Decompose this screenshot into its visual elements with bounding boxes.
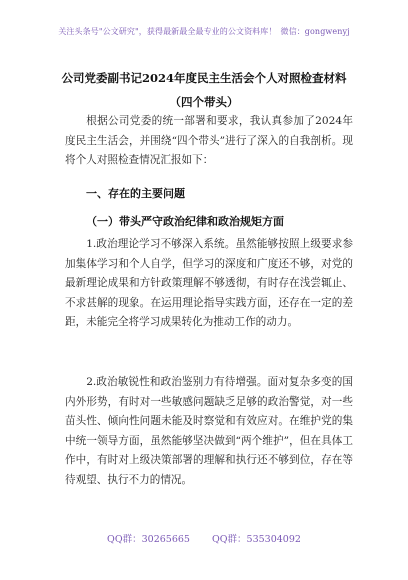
body-paragraph-1: 1.政治理论学习不够深入系统。虽然能够按照上级要求参加集体学习和个人自学，但学习的深度和广度还不够，对党的最新理论成果和方针政策理解不够透彻，有时存在浅尝辄止、不求甚解的现象。在运用理论指导实践方面，还存在一定的差距，未能完全将学习成果转化为推动工作的动力。 — [65, 238, 353, 328]
header-promo-text: 关注头条号"公文研究"，获得最新最全最专业的公文资料库！ — [58, 27, 277, 36]
section-heading: 一、存在的主要问题 — [86, 187, 185, 200]
document-subtitle: （四个带头） — [169, 95, 239, 109]
document-title: 公司党委副书记2024年度民主生活会个人对照检查材料 — [61, 71, 347, 85]
intro-paragraph: 根据公司党委的统一部署和要求，我认真参加了2024年度民主生活会，并围绕“四个带头”进行了深入的自我剖析。现将个人对照检查情况汇报如下： — [65, 115, 353, 166]
footer-qq-group-1: QQ群：30265665 — [107, 534, 190, 545]
footer-bar — [0, 531, 408, 545]
header-banner — [0, 26, 408, 37]
subsection-heading: （一）带头严守政治纪律和政治规矩方面 — [86, 215, 284, 228]
footer-qq-group-2: QQ群：535304092 — [211, 534, 301, 545]
header-contact-label: 微信：gongwenyj — [280, 27, 350, 36]
body-paragraph-2: 2.政治敏锐性和政治鉴别力有待增强。面对复杂多变的国内外形势，有时对一些敏感问题缺乏足够的政治警觉，对一些苗头性、倾向性问题未能及时察觉和有效应对。在维护党的集中统一领导方面，虽然能够坚决做到“两个维护”，但在具体工作中，有时对上级决策部署的理解和执行还不够到位，存在等待观望、执行不力的情况。 — [65, 376, 353, 486]
